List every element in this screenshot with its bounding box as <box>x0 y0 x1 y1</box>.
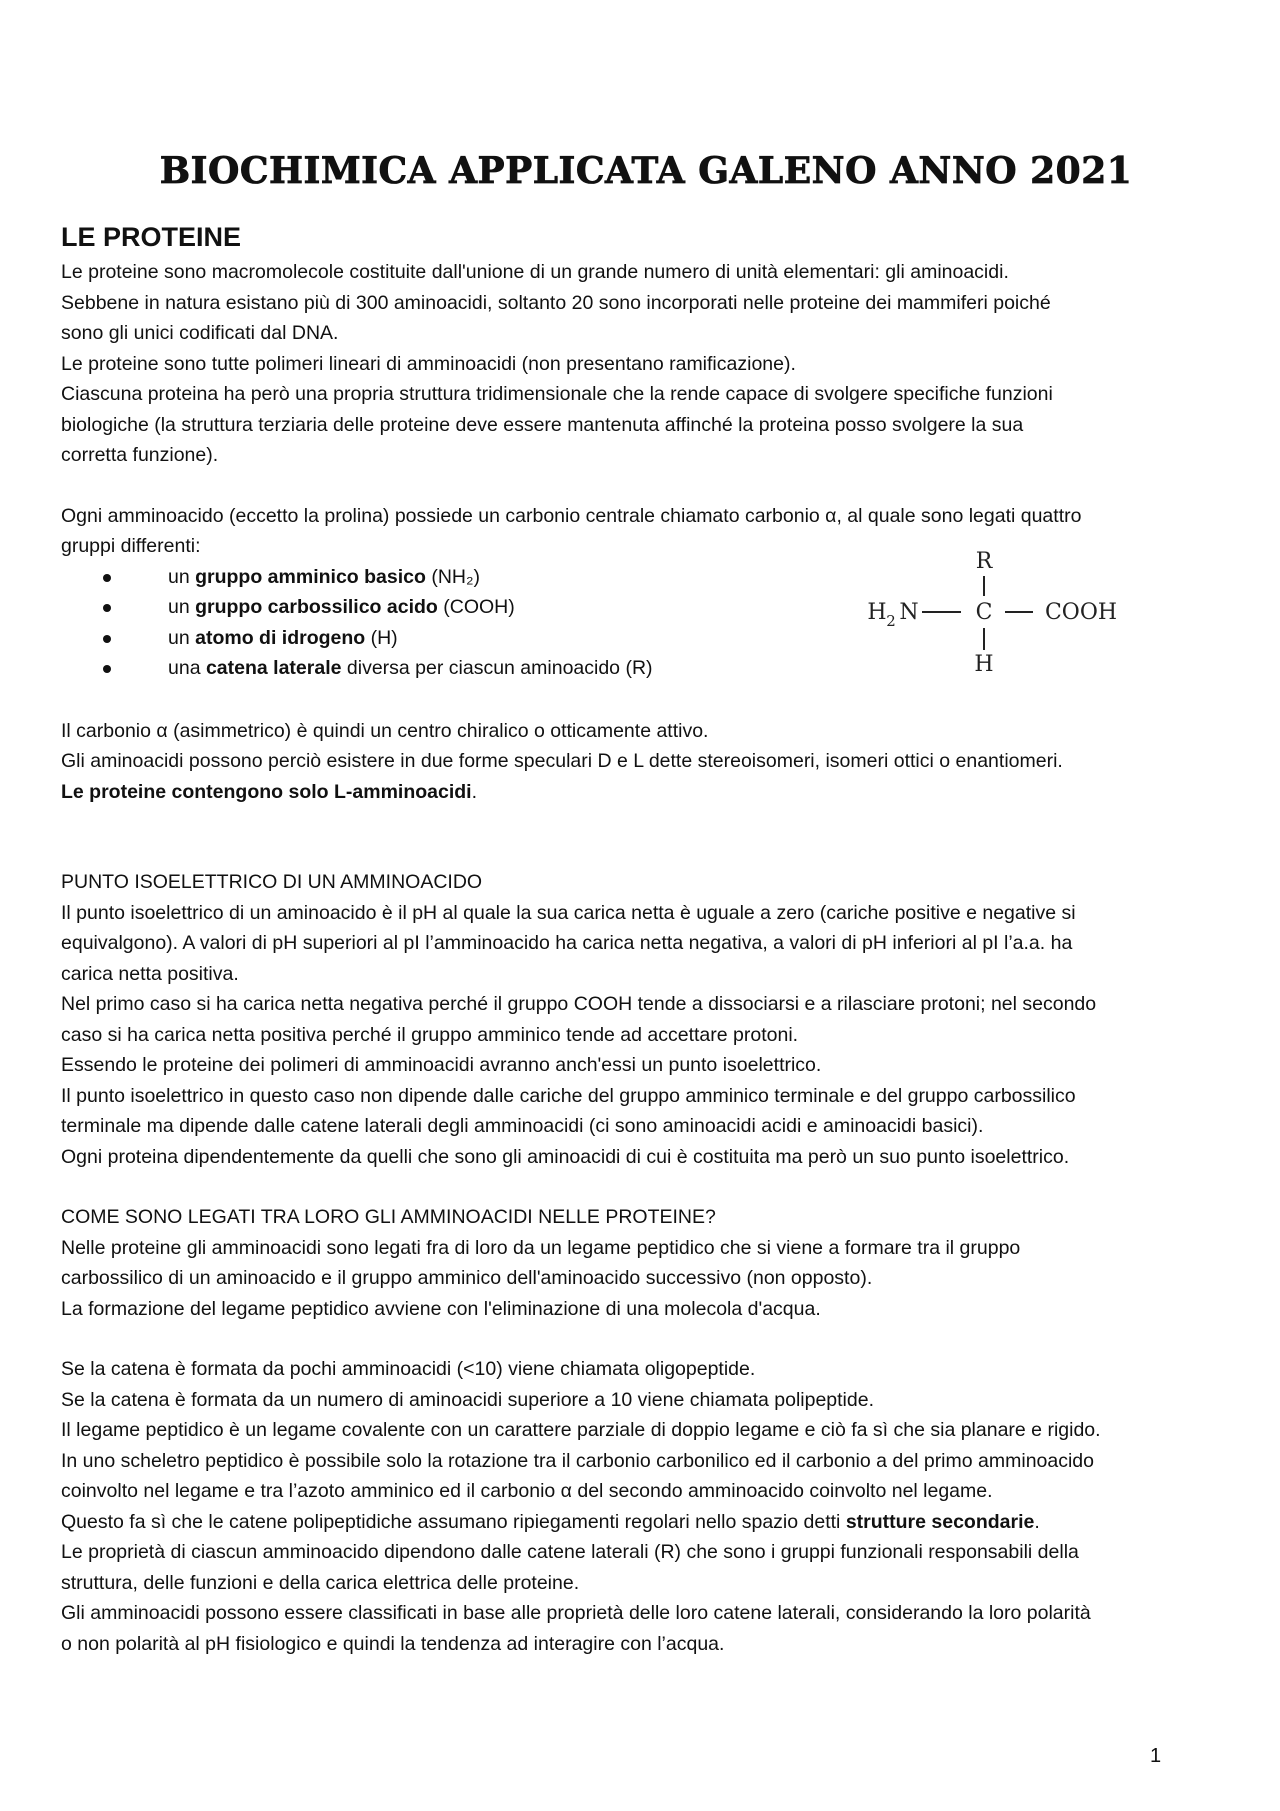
list-item: un gruppo amminico basico (NH₂) <box>61 562 653 593</box>
alpha-intro-line: Ogni amminoacido (eccetto la prolina) possiede un carbonio centrale chiamato carbonio α, al quale sono legati quattro <box>61 504 1082 527</box>
isoelectric-line: caso si ha carica netta positiva perché il gruppo amminico tende ad accettare protoni. <box>61 1023 799 1046</box>
amino-acid-structure-diagram <box>811 546 1131 676</box>
page-number: 1 <box>1150 1745 1162 1767</box>
chiral-line: Il carbonio α (asimmetrico) è quindi un centro chiralico o otticamente attivo. <box>61 719 709 742</box>
formula-h-bottom-label: H <box>974 651 994 676</box>
formula-h-label: H <box>867 599 887 625</box>
final-line: Gli amminoacidi possono essere classificati in base alle proprietà delle loro catene laterali, considerando la loro polarità <box>61 1602 1091 1624</box>
document-page <box>61 150 1231 1659</box>
bullet-icon <box>103 604 111 612</box>
chain-line: coinvolto nel legame e tra l’azoto amminico ed il carbonio α del secondo amminoacido coinvolto nel legame. <box>61 1480 993 1502</box>
intro-line: Sebbene in natura esistano più di 300 aminoacidi, soltanto 20 sono incorporati nelle proteine dei mammiferi poiché <box>61 291 1051 314</box>
chain-line: Se la catena è formata da pochi amminoacidi (<10) viene chiamata oligopeptide. <box>61 1358 756 1380</box>
isoelectric-line: Nel primo caso si ha carica netta negativa perché il gruppo COOH tende a dissociarsi e a rilasciare protoni; nel secondo <box>61 993 1097 1015</box>
list-item: un atomo di idrogeno (H) <box>61 623 653 654</box>
isoelectric-line: carica netta positiva. <box>61 962 239 985</box>
section-title: LE PROTEINE <box>61 222 242 252</box>
isoelectric-line: Ogni proteina dipendentemente da quelli che sono gli aminoacidi di cui è costituita ma però un suo punto isoelettrico. <box>61 1145 1070 1168</box>
list-item: un gruppo carbossilico acido (COOH) <box>61 592 653 623</box>
peptide-bond-line: Nelle proteine gli amminoacidi sono legati fra di loro da un legame peptidico che si viene a formare tra il gruppo <box>61 1236 1021 1259</box>
final-line: struttura, delle funzioni e della carica elettrica delle proteine. <box>61 1571 580 1594</box>
isoelectric-line: terminale ma dipende dalle catene laterali degli amminoacidi (ci sono aminoacidi acidi e aminoacidi basici). <box>61 1115 984 1137</box>
peptide-bond-line: La formazione del legame peptidico avviene con l'eliminazione di una molecola d'acqua. <box>61 1297 821 1320</box>
intro-line: Le proteine sono macromolecole costituite dall'unione di un grande numero di unità elementari: gli aminoacidi. <box>61 261 1009 283</box>
chiral-bold-line: Le proteine contengono solo L-amminoacidi. <box>61 780 478 803</box>
alpha-intro-line: gruppi differenti: <box>61 535 201 557</box>
list-item: una catena laterale diversa per ciascun aminoacido (R) <box>61 653 653 684</box>
groups-list <box>61 562 653 684</box>
formula-subscript: 2 <box>886 611 896 630</box>
peptide-bond-line: carbossilico di un aminoacido e il gruppo amminico dell'aminoacido successivo (non opposto). <box>61 1267 873 1289</box>
isoelectric-line: Essendo le proteine dei polimeri di amminoacidi avranno anch'essi un punto isoelettrico. <box>61 1054 822 1076</box>
intro-line: corretta funzione). <box>61 444 219 466</box>
chain-line: In uno scheletro peptidico è possibile solo la rotazione tra il carbonio carbonilico ed il carbonio a del primo amminoacido <box>61 1449 1094 1472</box>
chain-line: Il legame peptidico è un legame covalente con un carattere parziale di doppio legame e ciò fa sì che sia planare e rigido. <box>61 1419 1101 1441</box>
isoelectric-line: equivalgono). A valori di pH superiori al pI l’amminoacido ha carica netta negativa, a valori di pH inferiori al pI l’a.a. ha <box>61 932 1073 954</box>
formula-c-label: C <box>975 599 993 625</box>
chain-line: Se la catena è formata da un numero di aminoacidi superiore a 10 viene chiamata polipeptide. <box>61 1388 875 1411</box>
formula-r-label: R <box>975 548 993 574</box>
formula-n-label: N <box>899 599 919 625</box>
secondary-structure-line: Questo fa sì che le catene polipeptidiche assumano ripiegamenti regolari nello spazio detti strutture secondarie. <box>61 1510 1040 1533</box>
intro-line: Le proteine sono tutte polimeri lineari di amminoacidi (non presentano ramificazione). <box>61 352 796 375</box>
bullet-icon <box>103 574 111 582</box>
chiral-line: Gli aminoacidi possono perciò esistere in due forme speculari D e L dette stereoisomeri, isomeri ottici o enantiomeri. <box>61 750 1063 772</box>
isoelectric-line: Il punto isoelettrico di un aminoacido è il pH al quale la sua carica netta è uguale a zero (cariche positive e negative si <box>61 901 1076 924</box>
intro-line: biologiche (la struttura terziaria delle proteine deve essere mantenuta affinché la proteina posso svolgere la sua <box>61 413 1024 436</box>
isoelectric-heading: PUNTO ISOELETTRICO DI UN AMMINOACIDO <box>61 871 483 893</box>
formula-cooh-label: COOH <box>1044 599 1118 625</box>
intro-line: sono gli unici codificati dal DNA. <box>61 322 339 344</box>
isoelectric-line: Il punto isoelettrico in questo caso non dipende dalle cariche del gruppo amminico terminale e del gruppo carbossilico <box>61 1084 1076 1107</box>
alpha-carbon-groups <box>61 548 1231 686</box>
document-title: BIOCHIMICA APPLICATA GALENO ANNO 2021 <box>159 150 1133 192</box>
bullet-icon <box>103 635 111 643</box>
bullet-icon <box>103 665 111 673</box>
intro-line: Ciascuna proteina ha però una propria struttura tridimensionale che la rende capace di svolgere specifiche funzioni <box>61 383 1053 405</box>
final-line: Le proprietà di ciascun amminoacido dipendono dalle catene laterali (R) che sono i gruppi funzionali responsabili della <box>61 1541 1079 1563</box>
final-line: o non polarità al pH fisiologico e quindi la tendenza ad interagire con l’acqua. <box>61 1632 725 1655</box>
peptide-bond-heading: COME SONO LEGATI TRA LORO GLI AMMINOACIDI NELLE PROTEINE? <box>61 1206 716 1228</box>
